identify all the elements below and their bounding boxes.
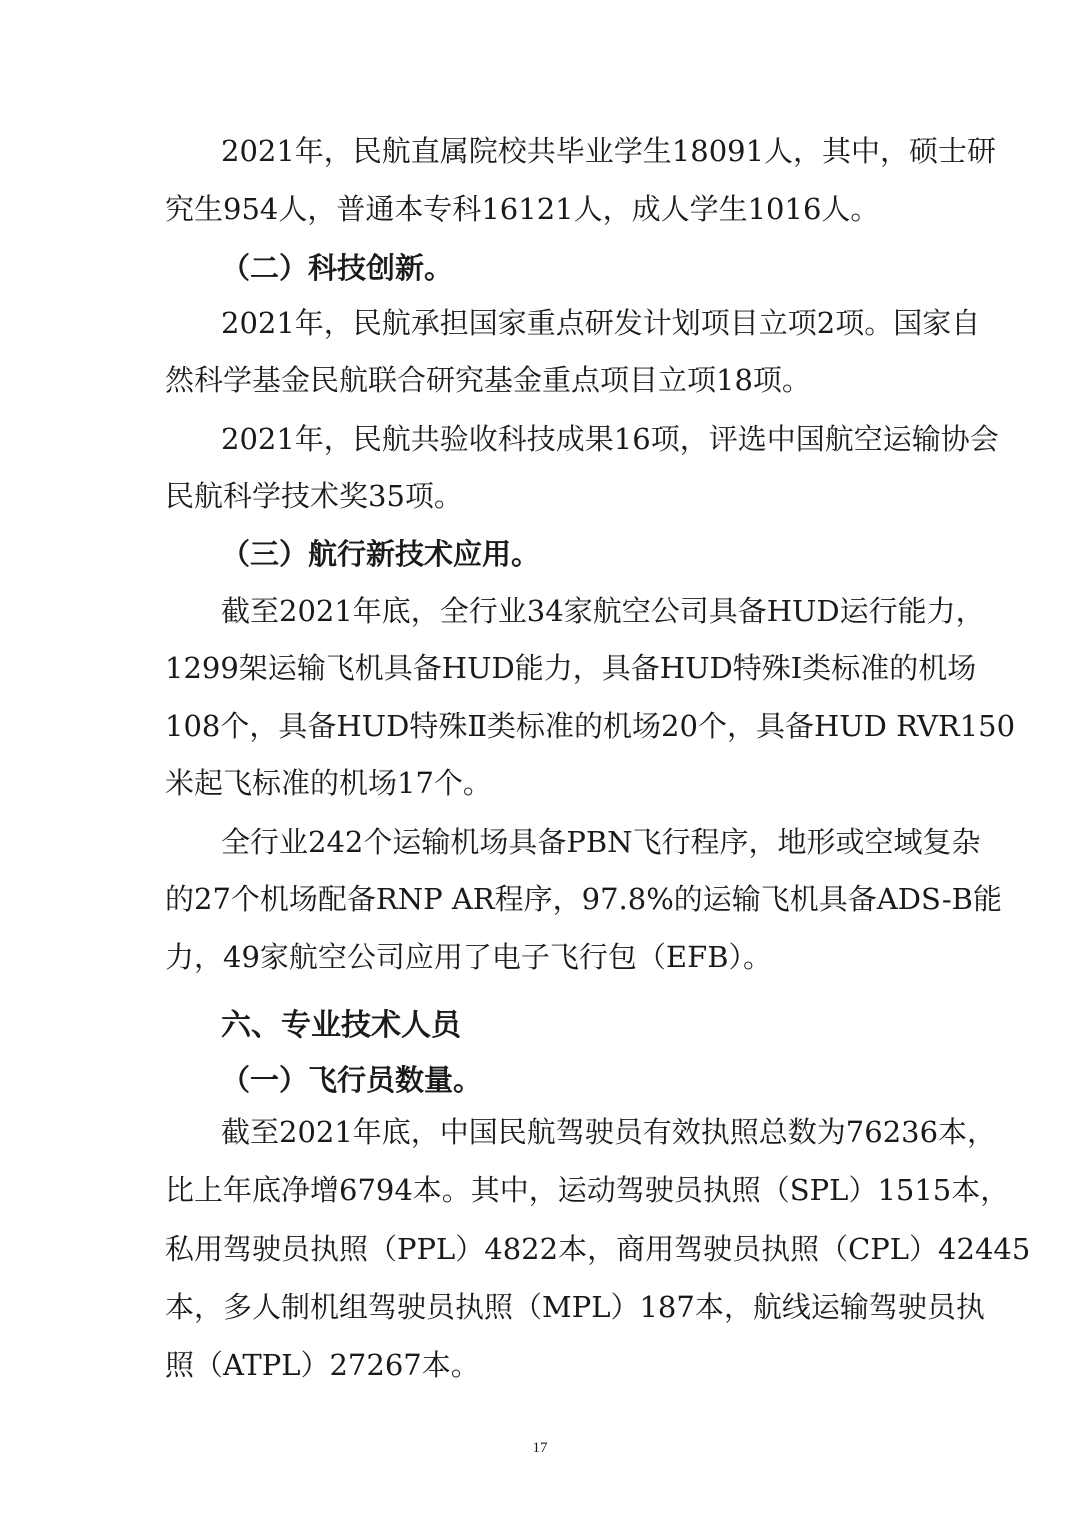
paragraph-line: 1299架运输飞机具备HUD能力，具备HUD特殊Ⅰ类标准的机场 — [165, 651, 977, 685]
paragraph-line: 照（ATPL）27267本。 — [165, 1348, 480, 1382]
paragraph-line: 米起飞标准的机场17个。 — [165, 766, 492, 800]
page-number: 17 — [532, 1440, 548, 1456]
section-heading-professional-staff: 六、专业技术人员 — [221, 1008, 461, 1043]
paragraph-line: 2021年，民航共验收科技成果16项，评选中国航空运输协会 — [221, 422, 999, 456]
paragraph-line: 2021年，民航直属院校共毕业学生18091人，其中，硕士研 — [221, 134, 997, 168]
paragraph-line: 截至2021年底，全行业34家航空公司具备HUD运行能力， — [221, 594, 985, 628]
paragraph-line: 截至2021年底，中国民航驾驶员有效执照总数为76236本， — [221, 1115, 997, 1149]
paragraph-line: 然科学基金民航联合研究基金重点项目立项18项。 — [165, 363, 811, 397]
paragraph-line: 2021年，民航承担国家重点研发计划项目立项2项。国家自 — [221, 306, 981, 340]
paragraph-line: 全行业242个运输机场具备PBN飞行程序，地形或空域复杂 — [221, 825, 981, 859]
paragraph-line: 民航科学技术奖35项。 — [165, 479, 463, 513]
subsection-heading-new-tech: （三）航行新技术应用。 — [221, 537, 541, 571]
paragraph-line: 究生954人，普通本专科16121人，成人学生1016人。 — [165, 192, 880, 226]
paragraph-line: 108个，具备HUD特殊Ⅱ类标准的机场20个，具备HUD RVR150 — [165, 709, 1016, 743]
paragraph-line: 力，49家航空公司应用了电子飞行包（EFB）。 — [165, 940, 773, 974]
paragraph-line: 的27个机场配备RNP AR程序，97.8%的运输飞机具备ADS-B能 — [165, 882, 1002, 916]
paragraph-line: 本，多人制机组驾驶员执照（MPL）187本，航线运输驾驶员执 — [165, 1290, 985, 1324]
subsection-heading-tech-innovation: （二）科技创新。 — [221, 251, 454, 285]
paragraph-line: 比上年底净增6794本。其中，运动驾驶员执照（SPL）1515本， — [165, 1173, 1010, 1207]
subsection-heading-pilot-count: （一）飞行员数量。 — [221, 1063, 483, 1097]
paragraph-line: 私用驾驶员执照（PPL）4822本，商用驾驶员执照（CPL）42445 — [165, 1232, 1031, 1266]
